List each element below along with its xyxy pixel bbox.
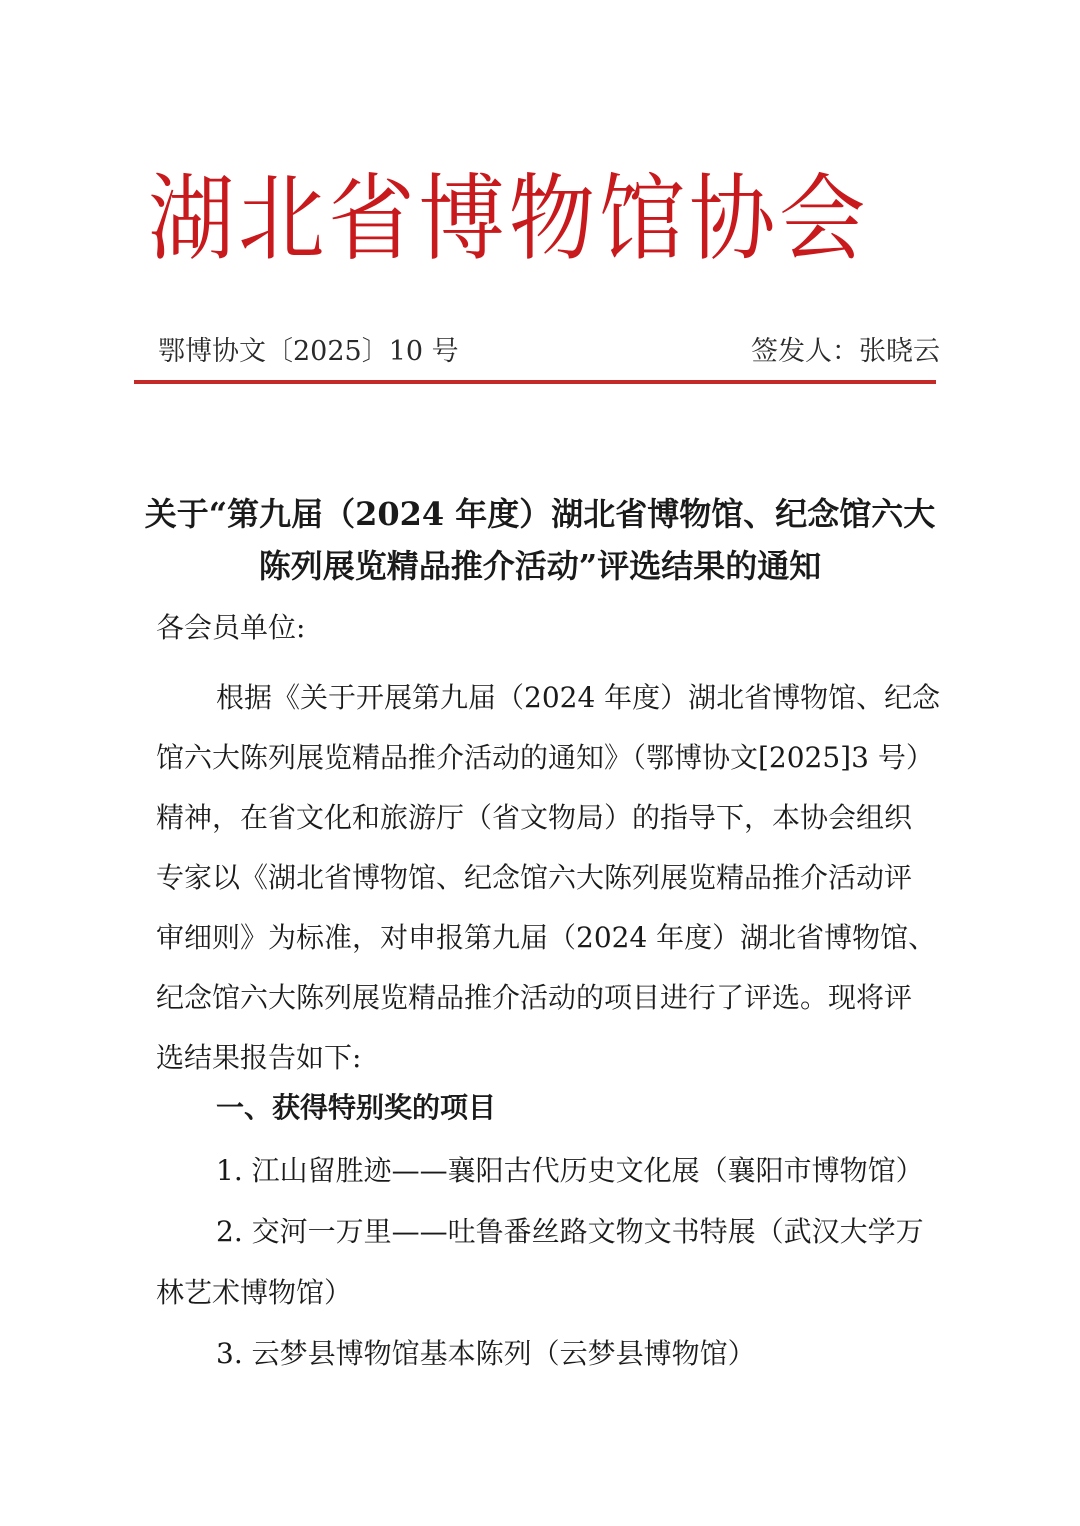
letterhead-char: 物: [508, 165, 596, 274]
letterhead-char: 会: [779, 165, 866, 274]
document-issuer: 签发人：张晓云: [751, 336, 940, 367]
body-line: 精神，在省文化和旅游厅（省文物局）的指导下，本协会组织: [156, 801, 913, 834]
letterhead-org-name: [148, 160, 866, 280]
body-line: 审细则》为标准，对申报第九届（2024 年度）湖北省博物馆、: [156, 921, 937, 954]
body-line: 选结果报告如下:: [156, 1041, 362, 1074]
body-line: 馆六大陈列展览精品推介活动的通知》（鄂博协文[2025]3 号）: [156, 741, 934, 774]
red-divider-line: [134, 380, 936, 384]
award-item: 3. 云梦县博物馆基本陈列（云梦县博物馆）: [216, 1337, 756, 1370]
award-item: 2. 交河一万里——吐鲁番丝路文物文书特展（武汉大学万: [216, 1215, 924, 1248]
body-line: 纪念馆六大陈列展览精品推介活动的项目进行了评选。现将评: [156, 981, 913, 1014]
document-number: 鄂博协文〔2025〕10 号: [158, 336, 459, 367]
award-item: 1. 江山留胜迹——襄阳古代历史文化展（襄阳市博物馆）: [216, 1154, 924, 1187]
award-list: [156, 1140, 936, 1384]
section-heading-special-award: 一、获得特别奖的项目: [216, 1091, 497, 1124]
body-paragraph: [156, 668, 941, 1088]
letterhead-char: 协: [688, 165, 776, 274]
letterhead-char: 湖: [148, 165, 235, 274]
salutation: 各会员单位:: [156, 611, 306, 644]
document-meta-row: [158, 334, 940, 370]
document-title: [140, 488, 940, 592]
document-title-line: 关于“第九届（2024 年度）湖北省博物馆、纪念馆六大: [144, 495, 936, 533]
letterhead-char: 馆: [598, 165, 686, 274]
letterhead-char: 省: [328, 165, 415, 274]
award-item-continuation: 林艺术博物馆）: [156, 1276, 353, 1309]
document-title-line: 陈列展览精品推介活动”评选结果的通知: [258, 547, 822, 585]
body-line: 根据《关于开展第九届（2024 年度）湖北省博物馆、纪念: [216, 681, 941, 714]
body-line: 专家以《湖北省博物馆、纪念馆六大陈列展览精品推介活动评: [156, 861, 913, 894]
letterhead-char: 博: [418, 165, 505, 274]
letterhead-char: 北: [238, 165, 325, 274]
